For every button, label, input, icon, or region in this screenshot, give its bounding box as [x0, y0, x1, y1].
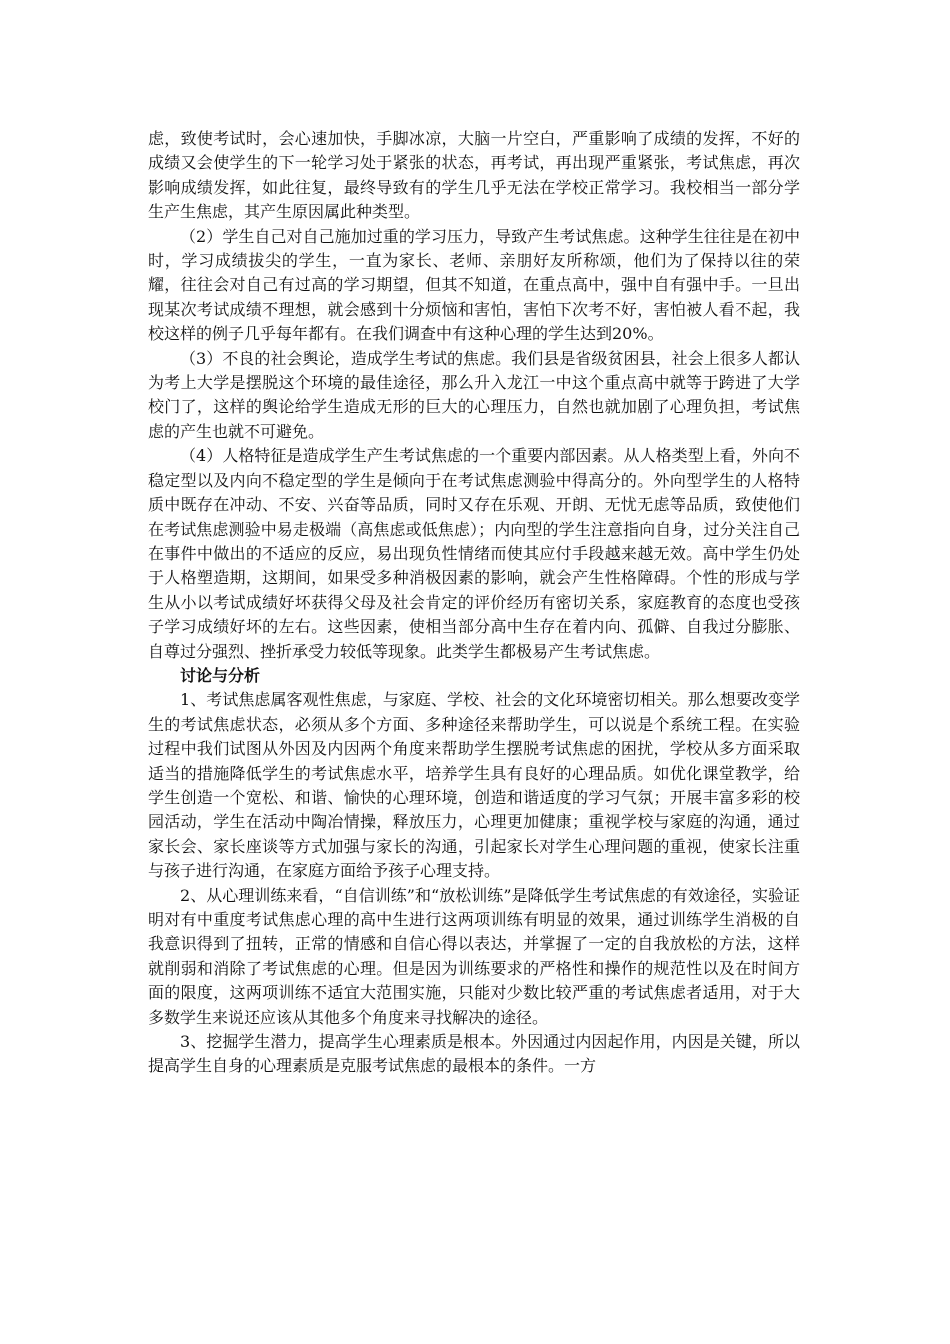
paragraph-continuation: 虑，致使考试时，会心速加快，手脚冰凉，大脑一片空白，严重影响了成绩的发挥，不好的成绩又会使学生的下一轮学习处于紧张的状态，再考试，再出现严重紧张，考试焦虑，再次影响成绩发挥，如此往复，最终导致有的学生几乎无法在学校正常学习。我校相当一部分学生产生焦虑，其产生原因属此种类型。	[148, 129, 800, 222]
section-heading: 讨论与分析	[180, 665, 261, 685]
discussion-point-3: 3、挖掘学生潜力，提高学生心理素质是根本。外因通过内因起作用，内因是关键，所以提高学生自身的心理素质是克服考试焦虑的最根本的条件。一方	[148, 1032, 800, 1076]
paragraph-cause-4: （4）人格特征是造成学生产生考试焦虑的一个重要内部因素。从人格类型上看，外向不稳定型以及内向不稳定型的学生是倾向于在考试焦虑测验中得高分的。外向型学生的人格特质中既存在冲动、不安、兴奋等品质，同时又存在乐观、开朗、无忧无虑等品质，致使他们在考试焦虑测验中易走极端（高焦虑或低焦虑）；内向型的学生注意指向自身，过分关注自己在事件中做出的不适应的反应，易出现负性情绪而使其应付手段越来越无效。高中学生仍处于人格塑造期，这期间，如果受多种消极因素的影响，就会产生性格障碍。个性的形成与学生从小以考试成绩好坏获得父母及社会肯定的评价经历有密切关系，家庭教育的态度也受孩子学习成绩好坏的左右。这些因素，使相当部分高中生存在着内向、孤僻、自我过分膨胀、自尊过分强烈、挫折承受力较低等现象。此类学生都极易产生考试焦虑。	[148, 446, 800, 661]
paragraph-cause-3: （3）不良的社会舆论，造成学生考试的焦虑。我们县是省级贫困县，社会上很多人都认为考上大学是摆脱这个环境的最佳途径，那么升入龙江一中这个重点高中就等于跨进了大学校门了，这样的舆论给学生造成无形的巨大的心理压力，自然也就加剧了心理负担，考试焦虑的产生也就不可避免。	[148, 348, 800, 441]
paragraph-cause-2: （2）学生自己对自己施加过重的学习压力，导致产生考试焦虑。这种学生往往是在初中时，学习成绩拔尖的学生，一直为家长、老师、亲朋好友所称颂，他们为了保持以往的荣耀，往往会对自己有过高的学习期望，但其不知道，在重点高中，强中自有强中手。一旦出现某次考试成绩不理想，就会感到十分烦恼和害怕，害怕下次考不好，害怕被人看不起，我校这样的例子几乎每年都有。在我们调查中有这种心理的学生达到20%。	[148, 226, 800, 344]
discussion-point-1: 1、考试焦虑属客观性焦虑，与家庭、学校、社会的文化环境密切相关。那么想要改变学生的考试焦虑状态，必须从多个方面、多种途径来帮助学生，可以说是个系统工程。在实验过程中我们试图从外因及内因两个角度来帮助学生摆脱考试焦虑的困扰，学校从多方面采取适当的措施降低学生的考试焦虑水平，培养学生具有良好的心理品质。如优化课堂教学，给学生创造一个宽松、和谐、愉快的心理环境，创造和谐适度的学习气氛；开展丰富多彩的校园活动，学生在活动中陶冶情操，释放压力，心理更加健康；重视学校与家庭的沟通，通过家长会、家长座谈等方式加强与家长的沟通，引起家长对学生心理问题的重视，使家长注重与孩子进行沟通，在家庭方面给予孩子心理支持。	[148, 690, 800, 881]
discussion-point-2: 2、从心理训练来看，“自信训练”和“放松训练”是降低学生考试焦虑的有效途径，实验证明对有中重度考试焦虑心理的高中生进行这两项训练有明显的效果，通过训练学生消极的自我意识得到了扭转，正常的情感和自信心得以表达，并掌握了一定的自我放松的方法，这样就削弱和消除了考试焦虑的心理。但是因为训练要求的严格性和操作的规范性以及在时间方面的限度，这两项训练不适宜大范围实施，只能对少数比较严重的考试焦虑者适用，对于大多数学生来说还应该从其他多个角度来寻找解决的途径。	[148, 885, 800, 1027]
document-page	[148, 127, 800, 1079]
